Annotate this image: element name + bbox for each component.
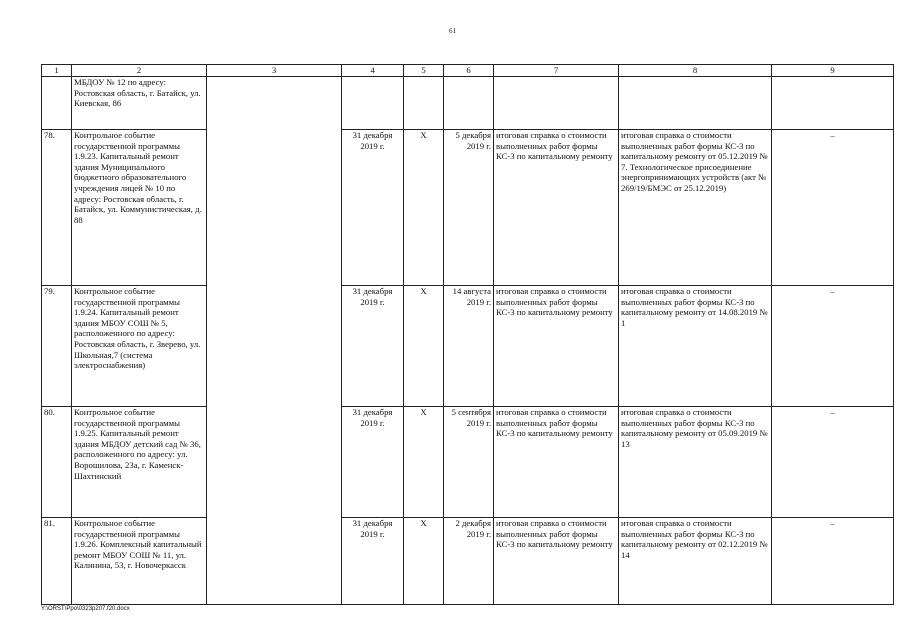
fact-date-cell: 5 декабря 2019 г. xyxy=(444,130,494,286)
note-cell: – xyxy=(772,518,894,605)
col5-cell: X xyxy=(404,286,444,407)
responsible-cell xyxy=(207,77,342,605)
doc-type-cell: итоговая справка о стоимости выполненных работ формы КС-3 по капитальному ремонту xyxy=(494,130,619,286)
col-header-6: 6 xyxy=(444,65,494,77)
col-header-9: 9 xyxy=(772,65,894,77)
col5-cell: X xyxy=(404,518,444,605)
plan-date-cell: 31 декабря 2019 г. xyxy=(342,518,404,605)
col-header-7: 7 xyxy=(494,65,619,77)
plan-date-cell: 31 декабря 2019 г. xyxy=(342,407,404,518)
note-cell: – xyxy=(772,407,894,518)
note-cell: – xyxy=(772,130,894,286)
col-header-5: 5 xyxy=(404,65,444,77)
header-row xyxy=(42,65,894,77)
col-header-8: 8 xyxy=(619,65,772,77)
doc-detail-cell: итоговая справка о стоимости выполненных работ формы КС-3 по капитальному ремонту от 02.12.2019 № 14 xyxy=(619,518,772,605)
doc-detail-cell xyxy=(619,77,772,130)
plan-date-cell: 31 декабря 2019 г. xyxy=(342,286,404,407)
col-header-3: 3 xyxy=(207,65,342,77)
table-row xyxy=(42,518,894,605)
fact-date-cell: 14 августа 2019 г. xyxy=(444,286,494,407)
doc-detail-cell: итоговая справка о стоимости выполненных работ формы КС-3 по капитальному ремонту от 05.09.2019 № 13 xyxy=(619,407,772,518)
row-number-cell: 81. xyxy=(42,518,72,605)
doc-detail-cell: итоговая справка о стоимости выполненных работ формы КС-3 по капитальному ремонту от 14.08.2019 № 1 xyxy=(619,286,772,407)
col-header-4: 4 xyxy=(342,65,404,77)
table-row xyxy=(42,407,894,518)
table-row xyxy=(42,130,894,286)
doc-type-cell: итоговая справка о стоимости выполненных работ формы КС-3 по капитальному ремонту xyxy=(494,286,619,407)
fact-date-cell xyxy=(444,77,494,130)
doc-detail-cell: итоговая справка о стоимости выполненных работ формы КС-3 по капитальному ремонту от 05.12.2019 № 7. Технологическое присоединение энергопринимающих устройств (акт № 269/19/БМЭС от 25.12.2019) xyxy=(619,130,772,286)
row-number-cell: 78. xyxy=(42,130,72,286)
page-number: 61 xyxy=(449,27,456,35)
note-cell xyxy=(772,77,894,130)
col-header-2: 2 xyxy=(72,65,207,77)
col-header-1: 1 xyxy=(42,65,72,77)
event-name-cell: Контрольное событие государственной программы 1.9.23. Капитальный ремонт здания Муниципального бюджетного образовательного учреждения лицей № 10 по адресу: Ростовская область, г. Батайск, ул. Коммунистическая, д. 88 xyxy=(72,130,207,286)
col5-cell: X xyxy=(404,407,444,518)
doc-type-cell xyxy=(494,77,619,130)
table-row xyxy=(42,286,894,407)
file-path-footer: Y:\ORST\Ppo\0323p207.f20.docx xyxy=(41,606,130,612)
fact-date-cell: 2 декабря 2019 г. xyxy=(444,518,494,605)
row-number-cell: 79. xyxy=(42,286,72,407)
plan-date-cell: 31 декабря 2019 г. xyxy=(342,130,404,286)
row-number-cell: 80. xyxy=(42,407,72,518)
event-name-cell: МБДОУ № 12 по адресу: Ростовская область, г. Батайск, ул. Киевская, 86 xyxy=(72,77,207,130)
plan-date-cell xyxy=(342,77,404,130)
control-events-table xyxy=(41,64,894,605)
table-row-continuation xyxy=(42,77,894,130)
col5-cell: X xyxy=(404,130,444,286)
row-number-cell xyxy=(42,77,72,130)
fact-date-cell: 5 сентября 2019 г. xyxy=(444,407,494,518)
event-name-cell: Контрольное событие государственной программы 1.9.24. Капитальный ремонт здания МБОУ СОШ № 5, расположенного по адресу: Ростовская область, г. Зверево, ул. Школьная,7 (система электроснабжения) xyxy=(72,286,207,407)
note-cell: – xyxy=(772,286,894,407)
doc-type-cell: итоговая справка о стоимости выполненных работ формы КС-3 по капитальному ремонту xyxy=(494,407,619,518)
doc-type-cell: итоговая справка о стоимости выполненных работ формы КС-3 по капитальному ремонту xyxy=(494,518,619,605)
col5-cell xyxy=(404,77,444,130)
event-name-cell: Контрольное событие государственной программы 1.9.25. Капитальный ремонт здания МБДОУ детский сад № 36, расположенного по адресу: ул. Ворошилова, 23а, г. Каменск-Шахтинский xyxy=(72,407,207,518)
event-name-cell: Контрольное событие государственной программы 1.9.26. Комплексный капитальный ремонт МБОУ СОШ № 11, ул. Калинина, 53, г. Новочеркасск xyxy=(72,518,207,605)
